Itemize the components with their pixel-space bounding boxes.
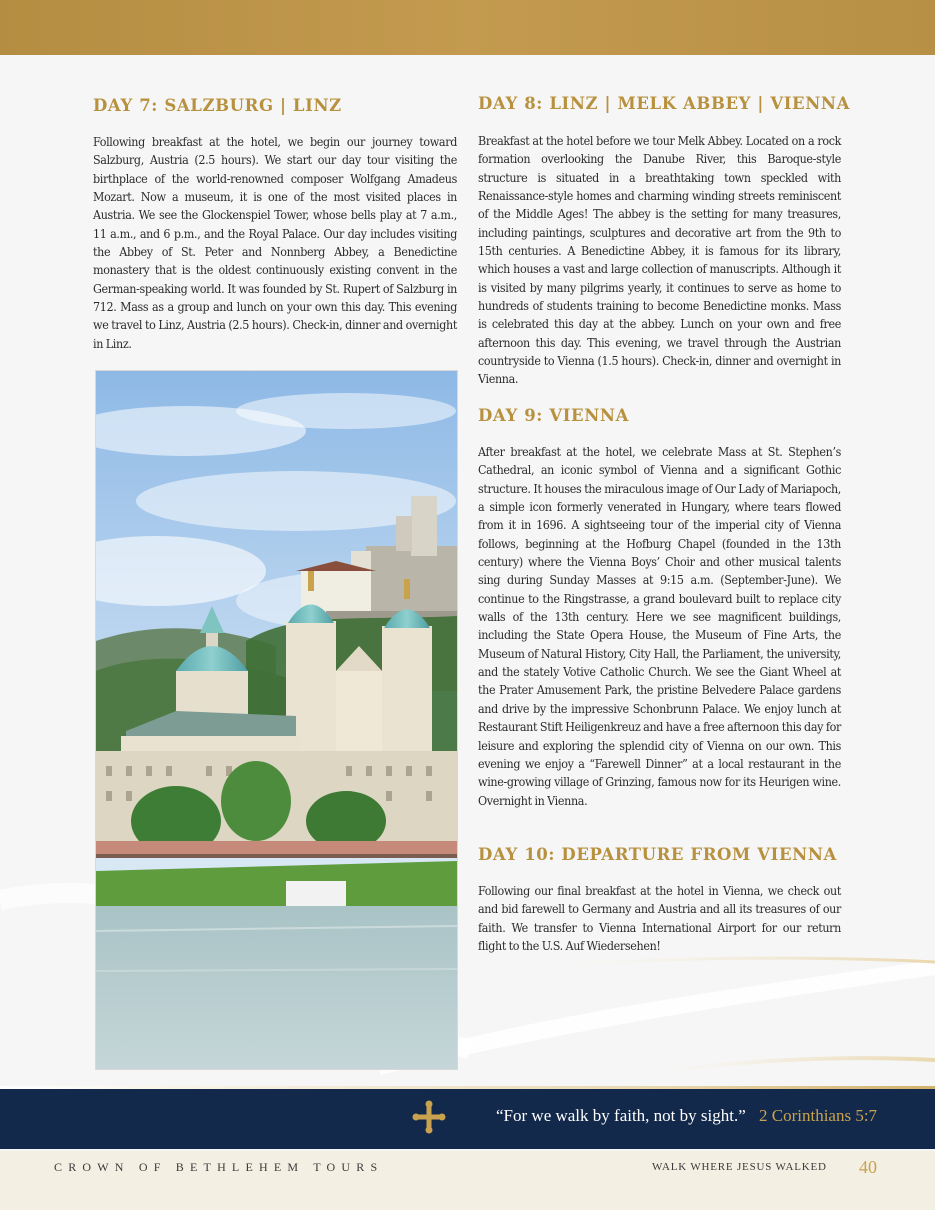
- day10-heading: DAY 10: DEPARTURE FROM VIENNA: [478, 845, 837, 864]
- fleur-cross-icon: [412, 1100, 446, 1134]
- page-number: 40: [859, 1157, 877, 1177]
- day9-text: After breakfast at the hotel, we celebrate Mass at St. Stephen’s Cathedral, an iconic symbol of Vienna and a significant Gothic structure. It houses the miraculous image of Our Lady of Mariapoch, a simple icon formerly venerated in Hungary, where tears flowed from it in 1696. A sightseeing tour of the imperial city of Vienna follows, beginning at the Hofburg Chapel (founded in the 13th century) where the Vienna Boys’ Choir and other musical talents sing during Sunday Masses at 9:15 a.m. (September-June). We continue to the Ringstrasse, a grand boulevard built to replace city walls of the 13th century. Here we see magnificent buildings, including the State Opera House, the Museum of Fine Arts, the Museum of Natural History, City Hall, the Parliament, the university, and the stately Votive Catholic Church. We see the Giant Wheel at the Prater Amusement Park, the pristine Belvedere Palace gardens and drive by the impressive Schonbrunn Palace. We enjoy lunch at Restaurant Stift Heiligenkreuz and have a free afternoon this day for leisure and exploring the splendid city of Vienna on our own. This evening we enjoy a “Farewell Dinner” at a local restaurant in the wine-growing village of Grinzing, famous now for its Heurigen wine. Overnight in Vienna.: [478, 444, 841, 808]
- top-gold-band: [0, 0, 935, 55]
- quote-text: “For we walk by faith, not by sight.”: [496, 1106, 746, 1125]
- quote-reference: 2 Corinthians 5:7: [759, 1106, 878, 1125]
- footer-brand: CROWN OF BETHLEHEM TOURS: [54, 1160, 384, 1174]
- day10-text: Following our final breakfast at the hotel in Vienna, we check out and bid farewell to Germany and Austria and all its treasures of our faith. We transfer to Vienna International Airport for our return flight to the U.S. Auf Wiedersehen!: [478, 883, 841, 954]
- salzburg-cathedral-photo: [95, 370, 458, 1070]
- quote-band: [0, 1089, 935, 1149]
- day9-heading: DAY 9: VIENNA: [478, 406, 629, 425]
- day8-text: Breakfast at the hotel before we tour Melk Abbey. Located on a rock formation overlooking the Danube River, this Baroque-style structure is situated in a breathtaking town speckled with Renaissance-style homes and charming winding streets reminiscent of the Middle Ages! The abbey is the setting for many treasures, including paintings, sculptures and decorative art from the 9th to 15th centuries. A Benedictine Abbey, it is famous for its library, which houses a vast and large collection of manuscripts. Although it is visited by many pilgrims yearly, it continues to serve as home to hundreds of students training to become Benedictine monks. Mass is celebrated this day at the abbey. Lunch on your own and free afternoon this day. This evening, we travel through the Austrian countryside to Vienna (1.5 hours). Check-in, dinner and overnight in Vienna.: [478, 133, 841, 387]
- footer-tagline: WALK WHERE JESUS WALKED: [652, 1161, 827, 1173]
- page-footer: [0, 1151, 935, 1210]
- day7-heading: DAY 7: SALZBURG | LINZ: [93, 96, 342, 115]
- day8-heading: DAY 8: LINZ | MELK ABBEY | VIENNA: [478, 94, 850, 113]
- day7-text: Following breakfast at the hotel, we begin our journey toward Salzburg, Austria (2.5 hours). We start our day tour visiting the birthplace of the world-renowned composer Wolfgang Amadeus Mozart. Now a museum, it is one of the most visited places in Austria. We see the Glockenspiel Tower, whose bells play at 7 a.m., 11 a.m., and 6 p.m., and the Royal Palace. Our day includes visiting the Abbey of St. Peter and Nonnberg Abbey, a Benedictine monastery that is the oldest continuously existing convent in the German-speaking world. It was founded by St. Rupert of Salzburg in 712. Mass as a group and lunch on your own this day. This evening we travel to Linz, Austria (2.5 hours). Check-in, dinner and overnight in Linz.: [93, 134, 457, 351]
